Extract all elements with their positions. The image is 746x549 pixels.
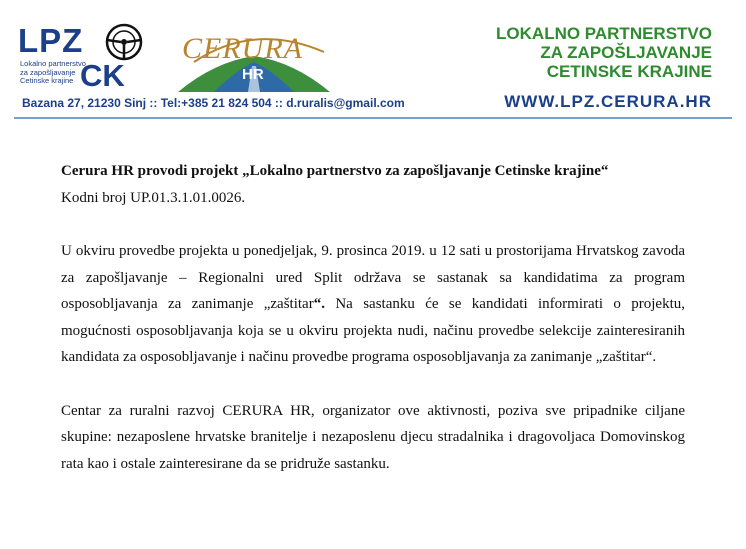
cerura-wordmark: CERURA xyxy=(182,32,303,65)
paragraph-meeting xyxy=(61,238,685,371)
cerura-logo xyxy=(174,22,334,96)
project-code: Kodni broj UP.01.3.1.01.0026. xyxy=(61,189,246,206)
lpz-subtitle-line: Lokalno partnerstvo xyxy=(20,59,86,68)
partnership-line: ZA ZAPOŠLJAVANJE xyxy=(540,43,712,62)
paragraph-meeting-bold: “. xyxy=(313,296,325,312)
paragraph-meeting-text: U okviru provedbe projekta u ponedjeljak, 9. prosinca 2019. u 12 sati u prostorijama Hrvatskog zavoda za zapošljavanje – Regionalni ured Split održava se sastanak sa kandidatima za program osposobljavanja za zanimanje „zaštitar xyxy=(61,243,685,312)
ck-letters: CK xyxy=(80,58,125,93)
lpz-letters: LPZ xyxy=(18,22,84,59)
document-title: Cerura HR provodi projekt „Lokalno partnerstvo za zapošljavanje Cetinske krajine“ xyxy=(61,163,609,179)
document-body xyxy=(61,158,685,477)
paragraph-invitation: Centar za ruralni razvoj CERURA HR, organizator ove aktivnosti, poziva sve pripadnike ciljane skupine: nezaposlene hrvatske branitelje i nezaposlenu djecu stradalnika i dragovoljaca Domovinskog rata kao i ostale zainteresirane da se pridruže sastanku. xyxy=(61,402,685,472)
partnership-line: CETINSKE KRAJINE xyxy=(546,62,712,81)
steering-wheel-icon xyxy=(104,22,144,62)
contact-address: Bazana 27, 21230 Sinj :: Tel:+385 21 824 504 :: d.ruralis@gmail.com xyxy=(22,96,405,110)
partnership-line: LOKALNO PARTNERSTVO xyxy=(496,24,712,43)
paragraph-meeting-text-cont: Na sastanku će se kandidati informirati o projektu, mogućnosti osposobljavanja koja se u okviru projekta nudi, načinu provedbe selekcije zainteresiranih kandidata za osposobljavanje i načinu provedbe programa osposobljavanja za zanimanje „zaštitar“. xyxy=(61,296,685,365)
letterhead xyxy=(0,0,746,122)
cerura-hr-badge: HR xyxy=(242,66,264,83)
header-divider xyxy=(14,117,732,119)
lpz-ck-logo xyxy=(18,22,148,98)
partnership-title xyxy=(496,24,712,81)
lpz-subtitle-line: za zapošljavanje xyxy=(20,67,76,77)
lpz-subtitle-line: Cetinske krajine xyxy=(20,76,74,85)
website-url[interactable]: WWW.LPZ.CERURA.HR xyxy=(504,92,712,111)
